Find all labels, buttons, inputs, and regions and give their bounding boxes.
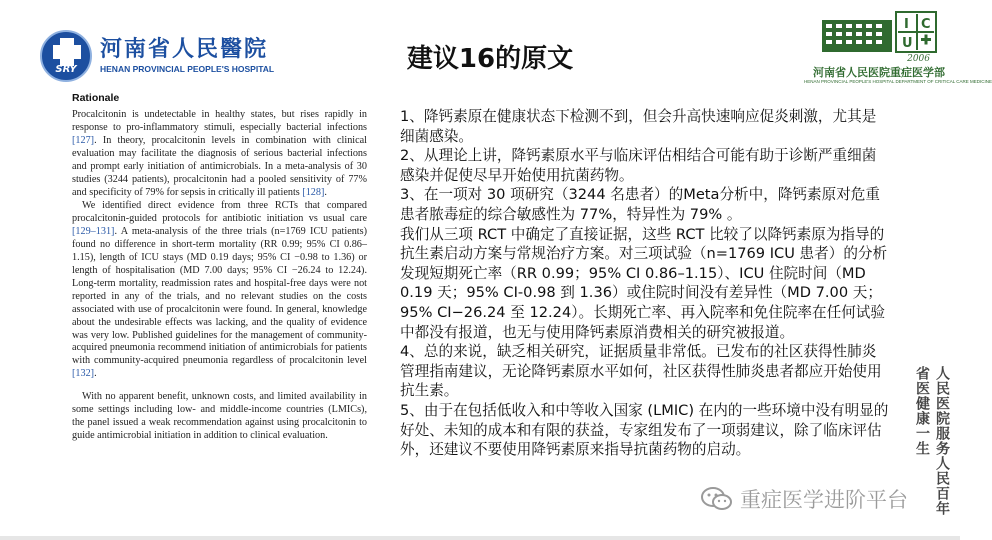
translation-line-2: 2、从理论上讲，降钙素原水平与临床评估相结合可能有助于诊断严重细菌感染并促使尽早开始使用抗菌药物。 [400, 147, 877, 184]
excerpt-paragraph-3: With no apparent benefit, unknown costs, and limited availability in some settings including low- and middle-income countries (LMICs), the panel issued a weak recommendation against using procalcitonin to guide antimicrobial initiation in addition to clinical evaluation. [72, 391, 367, 442]
hospital-name-cn: 河南省人民醫院 [100, 36, 269, 62]
wechat-icon [700, 486, 734, 512]
icu-building-icon [820, 10, 940, 54]
paper-excerpt [72, 92, 367, 532]
translation-line-6: 5、由于在包括低收入和中等收入国家 (LMIC) 在内的一些环境中没有明显的好处、未知的成本和有限的获益，专家组发布了一项弱建议，除了临床评估外，还建议不要使用降钙素原来指导抗菌药物的启动。 [400, 401, 889, 459]
citation-link[interactable]: [132] [72, 368, 95, 380]
icu-department-name-cn: 河南省人民医院重症医学部 [813, 66, 945, 79]
excerpt-paragraph-2: We identified direct evidence from three RCTs that compared procalcitonin-guided protocols for antibiotic initiation vs usual care [129–131]. A meta-analysis of the three trials (n=1769 ICU patients) found no difference in short-term mortality (RR 0.99; 95% CI 0.86–1.15), length of ICU stays (MD 0.19 days; 95% CI −0.98 to 1.36) or length of hospitalisation (MD 7.00 days; 95% CI −26.24 to 12.24). Long-term mortality, readmission rates and hospital-free days were not reported in any of the trials, and no relevant studies on the costs associated with use of procalcitonin were found. In general, knowledge about the undesirable effects was lacking, and the quality of evidence was very low. Published guidelines for the management of community-acquired pneumonia recommend initiation of antimicrobials for patients with community-acquired pneumonia regardless of procalcitonin level [132]. [72, 200, 367, 380]
badge-text: SRY [55, 64, 77, 75]
translation-line-4: 我们从三项 RCT 中确定了直接证据，这些 RCT 比较了以降钙素原为指导的抗生素启动方案与常规治疗方案。对三项试验（n=1769 ICU 患者）的分析发现短期死亡率（RR 0.99；95% CI 0.86–1.15）、ICU 住院时间（MD 0.19 天；95% CI-0.98 到 1.36）或住院时间没有差异性（MD 7.00 天；95% CI−26.24 至 12.24）。长期死亡率、再入院率和免住院率在任何试验中都没有报道，也无与使用降钙素原消费相关的研究被报道。 [400, 225, 888, 341]
badge-cross-horizontal [53, 45, 81, 59]
footer-divider [0, 536, 960, 540]
hospital-name-en: HENAN PROVINCIAL PEOPLE'S HOSPITAL [100, 64, 275, 74]
citation-link[interactable]: [127] [72, 135, 95, 147]
citation-link[interactable]: [128] [302, 187, 325, 199]
excerpt-heading: Rationale [72, 92, 120, 104]
excerpt-paragraph-1: Procalcitonin is undetectable in healthy states, but rises rapidly in response to pro-inflammatory stimuli, especially bacterial infections [127]. In theory, procalcitonin levels in combination with clinical evaluation may facilitate the diagnosis of serious bacterial infections and prompt early initiation of antimicrobials. In a meta-analysis of 30 studies (3244 patients), procalcitonin had a pooled sensitivity of 77% and specificity of 79% for sepsis in critically ill patients [128]. [72, 109, 367, 199]
citation-link[interactable]: [129–131] [72, 225, 115, 237]
icu-department-logo [804, 10, 992, 90]
hospital-badge-icon [40, 30, 92, 82]
svg-text:U: U [902, 36, 913, 51]
watermark [700, 482, 908, 516]
translation-text [400, 107, 890, 460]
hospital-logo [40, 30, 280, 80]
slide-title: 建议16的原文 [406, 44, 574, 74]
icu-logo-year: 2006 [907, 54, 930, 64]
translation-line-5: 4、总的来说，缺乏相关研究，证据质量非常低。已发布的社区获得性肺炎管理指南建议，无论降钙素原水平如何，社区获得性肺炎患者都应开始使用抗生素。 [400, 343, 882, 400]
translation-line-1: 1、降钙素原在健康状态下检测不到，但会升高快速响应促炎刺激，尤其是细菌感染。 [400, 108, 877, 145]
hospital-motto: 人民医院服务人民百年省医健康一生 [914, 366, 950, 516]
svg-text:C: C [921, 17, 931, 32]
svg-text:I: I [904, 17, 909, 32]
translation-line-3: 3、在一项对 30 项研究（3244 名患者）的Meta分析中，降钙素原对危重患者脓毒症的综合敏感性为 77%，特异性为 79% 。 [400, 186, 880, 223]
watermark-text: 重症医学进阶平台 [740, 488, 908, 512]
icu-department-name-en: HENAN PROVINCIAL PEOPLE'S HOSPITAL DEPARTMENT OF CRITICAL CARE MEDICINE [804, 79, 992, 84]
